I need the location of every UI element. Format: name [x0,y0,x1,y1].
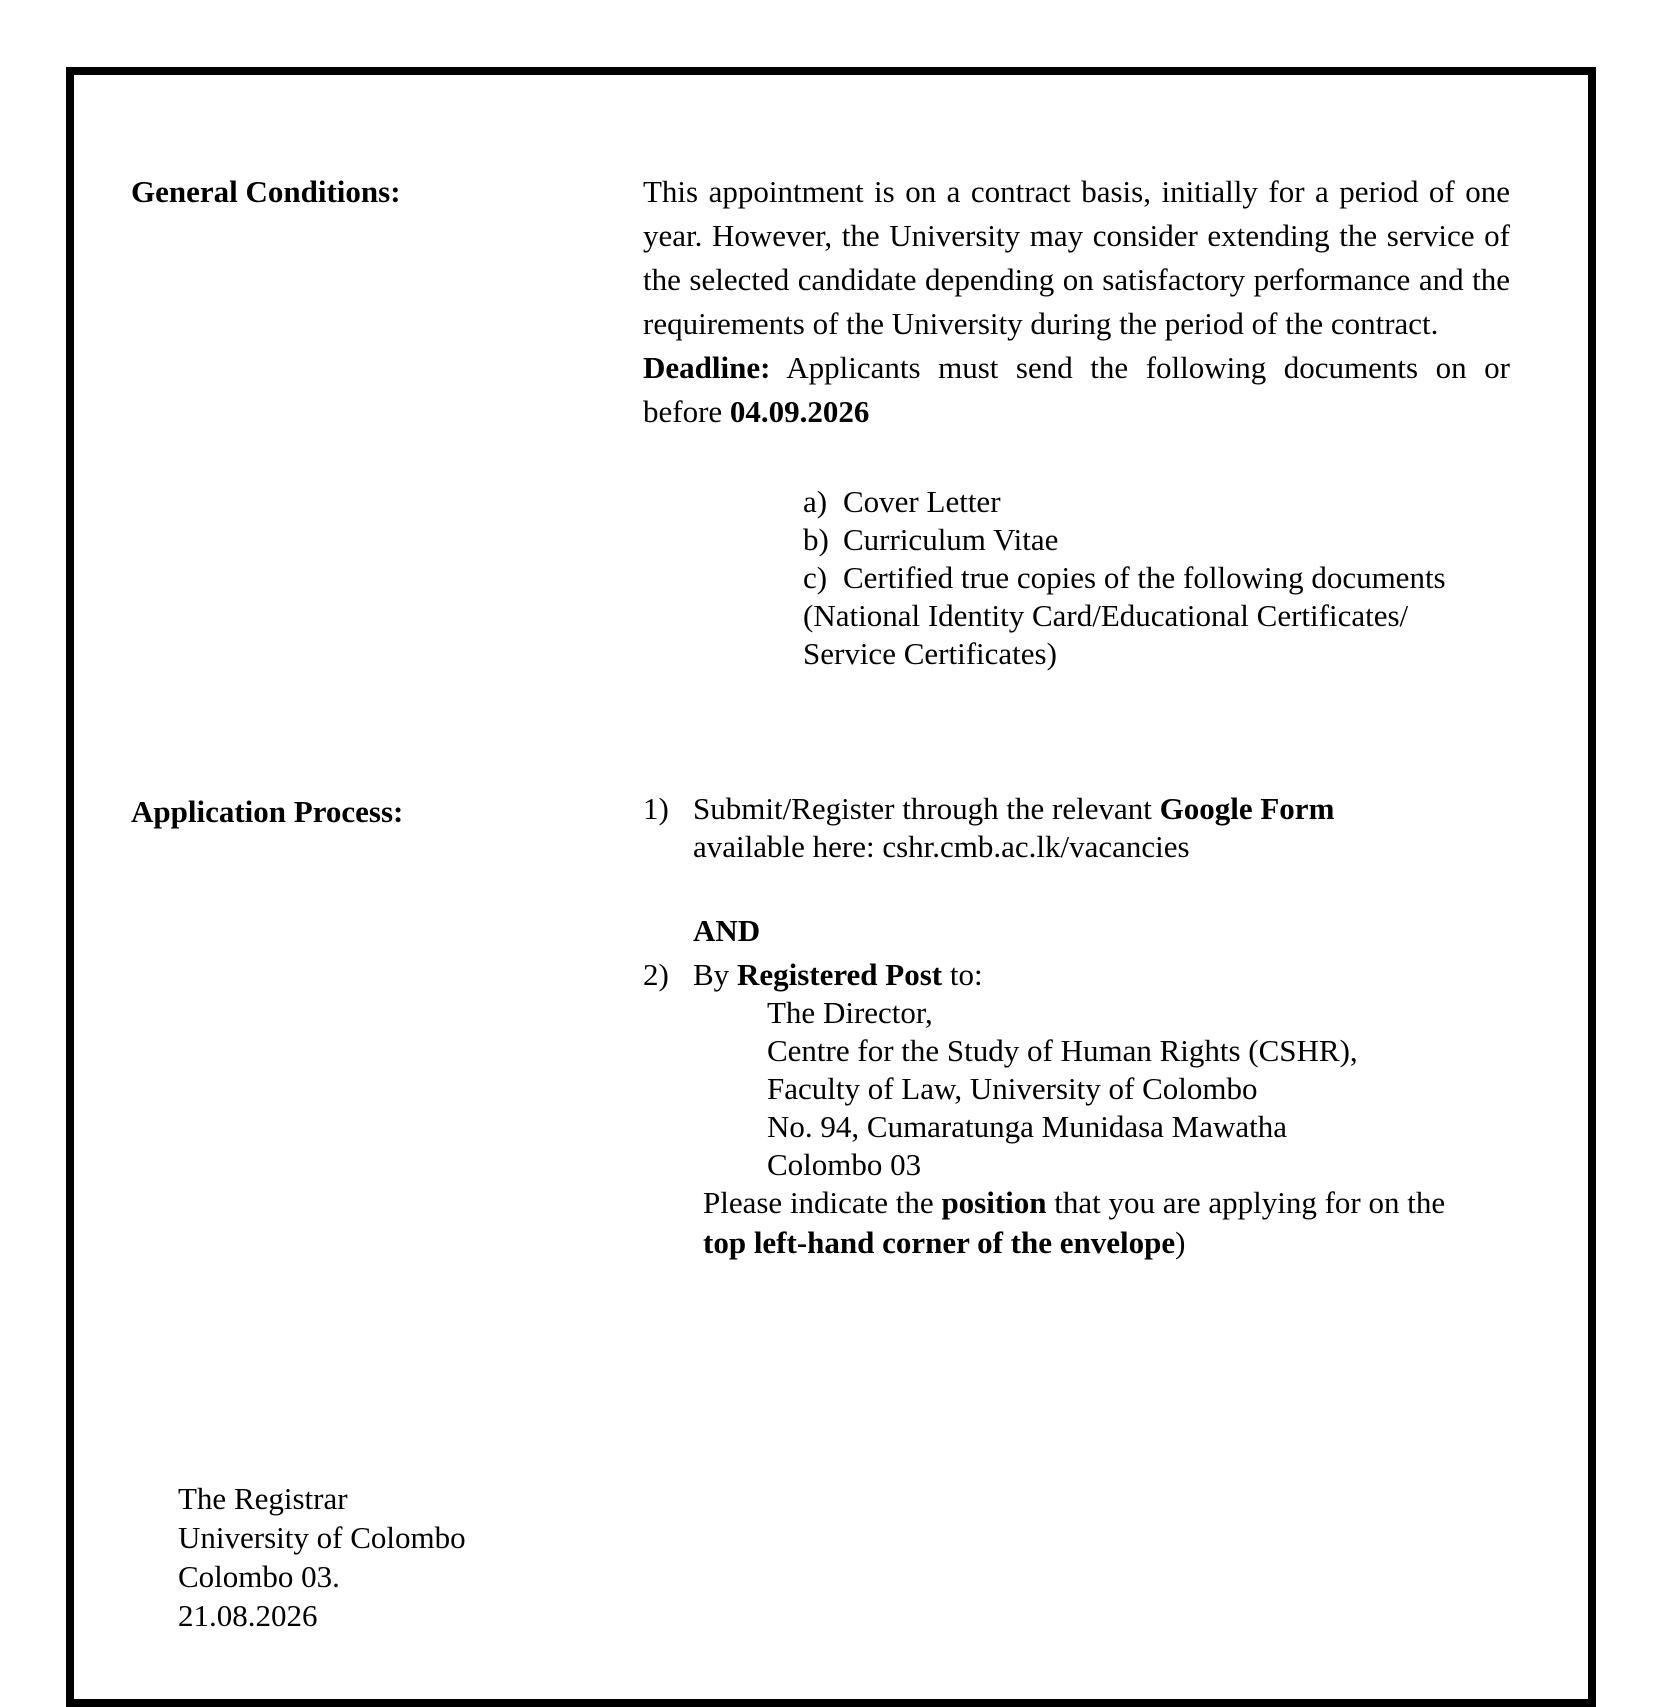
envelope-note-line-2 [703,1224,1185,1262]
document-marker: b) [803,522,829,557]
step-2-post: to: [942,957,983,992]
document-item-b [803,521,1058,559]
note-mid: that you are applying for on the [1046,1185,1446,1220]
general-conditions-label: General Conditions: [131,174,401,209]
document-marker: a) [803,484,828,519]
deadline-text: Applicants must send the following documents on or before [643,350,1510,429]
step-2-marker: 2) [643,957,669,992]
step-1-line [643,790,1334,828]
and-separator: AND [693,913,761,948]
google-form-text: Google Form [1159,791,1335,826]
step-1-link-line: available here: cshr.cmb.ac.lk/vacancies [693,829,1190,864]
deadline-date: 04.09.2026 [729,394,870,429]
documents-note-line-1: (National Identity Card/Educational Certificates/ [803,598,1409,633]
signature-line-4: 21.08.2026 [178,1598,318,1633]
documents-note-line-2: Service Certificates) [803,636,1057,671]
application-process-label: Application Process: [131,794,404,829]
signature-line-2: University of Colombo [178,1520,466,1555]
note-position: position [941,1185,1047,1220]
step-2-line [643,956,983,994]
document-item-a [803,483,1001,521]
step-1-marker: 1) [643,791,669,826]
address-line-4: No. 94, Cumaratunga Munidasa Mawatha [767,1109,1287,1144]
signature-line-1: The Registrar [178,1481,348,1516]
contract-paragraph: This appointment is on a contract basis, initially for a period of one year. However, the University may consider extending the service of the selected candidate depending on satisfactory performance and the requirements of the University during the period of the contract. [643,174,1510,341]
note-pre: Please indicate the [703,1185,942,1220]
address-line-1: The Director, [767,995,933,1030]
document-text: Cover Letter [843,484,1001,519]
document-item-c [803,559,1446,597]
general-conditions-text [643,170,1510,434]
note-end: ) [1175,1225,1186,1260]
note-corner: top left-hand corner of the envelope [703,1225,1176,1260]
envelope-note-line-1 [703,1184,1445,1222]
document-marker: c) [803,560,828,595]
address-line-5: Colombo 03 [767,1147,922,1182]
address-line-2: Centre for the Study of Human Rights (CSHR), [767,1033,1358,1068]
document-text: Curriculum Vitae [843,522,1059,557]
registered-post-text: Registered Post [736,957,943,992]
signature-line-3: Colombo 03. [178,1559,340,1594]
step-1-text: Submit/Register through the relevant [693,791,1160,826]
deadline-label: Deadline: [643,350,771,385]
step-2-pre: By [693,957,737,992]
document-text: Certified true copies of the following documents [843,560,1446,595]
address-line-3: Faculty of Law, University of Colombo [767,1071,1258,1106]
